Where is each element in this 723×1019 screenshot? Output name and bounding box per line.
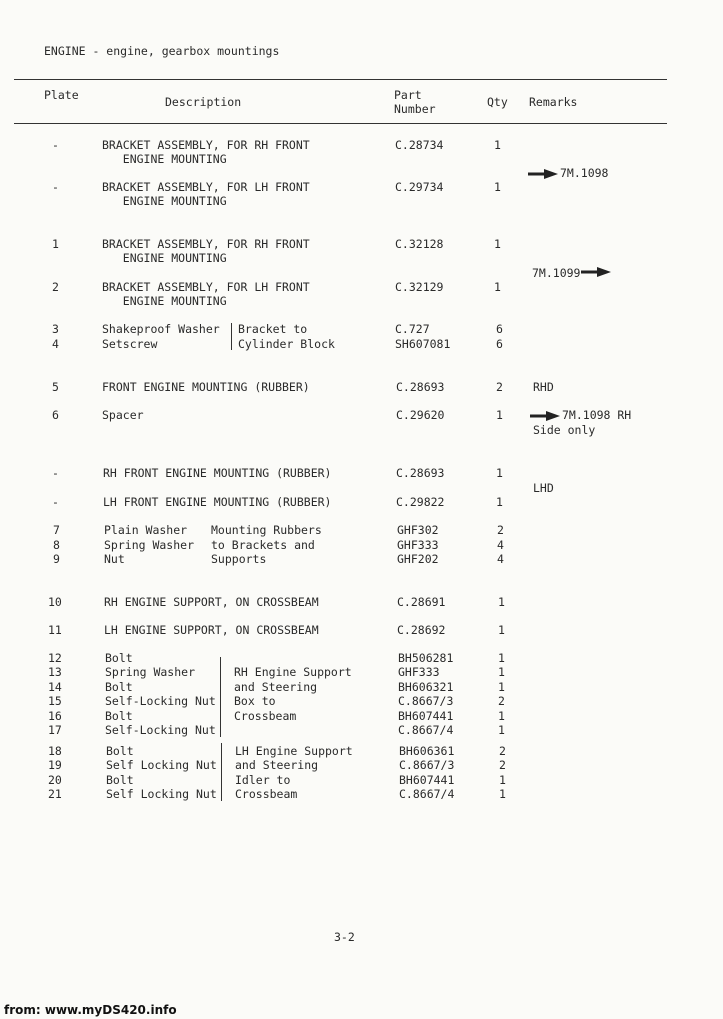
qty-cell: 1: [498, 665, 505, 679]
part-number-cell: BH606361: [399, 744, 455, 758]
header-plate: Plate: [44, 88, 79, 102]
plate-cell: -: [52, 495, 59, 509]
qty-cell: 2: [499, 758, 506, 772]
description-cell: BRACKET ASSEMBLY, FOR LH FRONT: [102, 280, 310, 294]
header-number: Number: [394, 102, 436, 116]
part-number-cell: GHF202: [397, 552, 439, 566]
group-note: Box to: [234, 694, 276, 708]
description-cell: Self Locking Nut: [106, 787, 217, 801]
description-cell-line2: ENGINE MOUNTING: [102, 194, 227, 208]
qty-cell: 1: [498, 709, 505, 723]
description-cell: Shakeproof Washer: [102, 322, 220, 336]
plate-cell: 7: [53, 523, 60, 537]
qty-cell: 2: [498, 694, 505, 708]
group-bracket: [220, 657, 221, 737]
header-part: Part: [394, 88, 422, 102]
part-number-cell: BH607441: [399, 773, 455, 787]
header-remarks: Remarks: [529, 95, 578, 109]
part-number-cell: C.8667/3: [398, 694, 454, 708]
group-note: Crossbeam: [234, 709, 297, 723]
group-note: Crossbeam: [235, 787, 298, 801]
group-note: LH Engine Support: [235, 744, 353, 758]
group-note: and Steering: [234, 680, 318, 694]
group-note: to Brackets and: [211, 538, 315, 552]
header-top-rule: [14, 79, 667, 80]
qty-cell: 1: [498, 595, 505, 609]
qty-cell: 1: [499, 773, 506, 787]
group-bracket: [221, 743, 222, 801]
part-number-cell: C.28734: [395, 138, 444, 152]
group-bracket: [231, 323, 232, 350]
plate-cell: 2: [52, 280, 59, 294]
part-number-cell: GHF333: [398, 665, 440, 679]
remark-text: 7M.1099: [532, 266, 581, 280]
right-arrow-icon: [581, 267, 611, 277]
plate-cell: 12: [48, 651, 62, 665]
description-cell-line2: ENGINE MOUNTING: [102, 294, 227, 308]
qty-cell: 1: [499, 787, 506, 801]
plate-cell: -: [52, 466, 59, 480]
description-cell: Bolt: [106, 744, 134, 758]
plate-cell: 11: [48, 623, 62, 637]
plate-cell: 16: [48, 709, 62, 723]
group-note: and Steering: [235, 758, 319, 772]
part-number-cell: C.32128: [395, 237, 444, 251]
part-number-cell: C.28691: [397, 595, 446, 609]
description-cell: Bolt: [105, 709, 133, 723]
plate-cell: 5: [52, 380, 59, 394]
qty-cell: 2: [496, 380, 503, 394]
plate-cell: -: [52, 180, 59, 194]
plate-cell: 20: [48, 773, 62, 787]
description-cell: Bolt: [105, 651, 133, 665]
qty-cell: 2: [497, 523, 504, 537]
right-arrow-icon: [530, 411, 560, 421]
part-number-cell: C.29822: [396, 495, 445, 509]
plate-cell: 13: [48, 665, 62, 679]
plate-cell: -: [52, 138, 59, 152]
remark-text: 7M.1098 RH: [562, 408, 632, 422]
part-number-cell: C.28693: [396, 466, 445, 480]
plate-cell: 14: [48, 680, 62, 694]
plate-cell: 8: [53, 538, 60, 552]
plate-cell: 9: [53, 552, 60, 566]
qty-cell: 1: [498, 651, 505, 665]
qty-cell: 4: [497, 538, 504, 552]
right-arrow-icon: [528, 169, 558, 179]
description-cell-line2: ENGINE MOUNTING: [102, 251, 227, 265]
description-cell: Bolt: [105, 680, 133, 694]
qty-cell: 6: [496, 337, 503, 351]
part-number-cell: BH506281: [398, 651, 454, 665]
plate-cell: 21: [48, 787, 62, 801]
source-footer: from: www.myDS420.info: [4, 1003, 177, 1017]
group-note: Cylinder Block: [238, 337, 335, 351]
plate-cell: 1: [52, 237, 59, 251]
qty-cell: 1: [496, 408, 503, 422]
qty-cell: 4: [497, 552, 504, 566]
group-note: RH Engine Support: [234, 665, 352, 679]
description-cell: RH FRONT ENGINE MOUNTING (RUBBER): [103, 466, 332, 480]
qty-cell: 2: [499, 744, 506, 758]
group-note: Idler to: [235, 773, 291, 787]
description-cell: Self-Locking Nut: [105, 723, 216, 737]
description-cell: BRACKET ASSEMBLY, FOR LH FRONT: [102, 180, 310, 194]
qty-cell: 1: [498, 723, 505, 737]
header-bottom-rule: [14, 123, 667, 124]
plate-cell: 17: [48, 723, 62, 737]
description-cell: RH ENGINE SUPPORT, ON CROSSBEAM: [104, 595, 319, 609]
description-cell: Spring Washer: [104, 538, 195, 552]
description-cell: LH FRONT ENGINE MOUNTING (RUBBER): [103, 495, 332, 509]
description-cell: Spacer: [102, 408, 144, 422]
qty-cell: 1: [494, 180, 501, 194]
description-cell: FRONT ENGINE MOUNTING (RUBBER): [102, 380, 310, 394]
group-note: Mounting Rubbers: [211, 523, 322, 537]
remark-text: 7M.1098: [560, 166, 609, 180]
group-note: Bracket to: [238, 322, 308, 336]
part-number-cell: C.727: [395, 322, 430, 336]
qty-cell: 1: [498, 680, 505, 694]
qty-cell: 1: [498, 623, 505, 637]
description-cell: LH ENGINE SUPPORT, ON CROSSBEAM: [104, 623, 319, 637]
plate-cell: 6: [52, 408, 59, 422]
page-number: 3-2: [334, 930, 355, 944]
part-number-cell: C.29620: [396, 408, 445, 422]
qty-cell: 1: [496, 466, 503, 480]
part-number-cell: GHF333: [397, 538, 439, 552]
description-cell: Setscrew: [102, 337, 158, 351]
part-number-cell: C.28692: [397, 623, 446, 637]
part-number-cell: C.29734: [395, 180, 444, 194]
group-note: Supports: [211, 552, 267, 566]
plate-cell: 3: [52, 322, 59, 336]
part-number-cell: GHF302: [397, 523, 439, 537]
part-number-cell: C.32129: [395, 280, 444, 294]
part-number-cell: C.8667/4: [398, 723, 454, 737]
remark-text: RHD: [533, 380, 554, 394]
plate-cell: 10: [48, 595, 62, 609]
qty-cell: 1: [494, 280, 501, 294]
description-cell: Plain Washer: [104, 523, 188, 537]
header-qty: Qty: [487, 95, 508, 109]
part-number-cell: BH607441: [398, 709, 454, 723]
qty-cell: 6: [496, 322, 503, 336]
plate-cell: 18: [48, 744, 62, 758]
description-cell: Self-Locking Nut: [105, 694, 216, 708]
part-number-cell: SH607081: [395, 337, 451, 351]
description-cell-line2: ENGINE MOUNTING: [102, 152, 227, 166]
qty-cell: 1: [494, 138, 501, 152]
qty-cell: 1: [496, 495, 503, 509]
description-cell: BRACKET ASSEMBLY, FOR RH FRONT: [102, 138, 310, 152]
part-number-cell: C.28693: [396, 380, 445, 394]
plate-cell: 19: [48, 758, 62, 772]
plate-cell: 15: [48, 694, 62, 708]
part-number-cell: C.8667/3: [399, 758, 455, 772]
description-cell: BRACKET ASSEMBLY, FOR RH FRONT: [102, 237, 310, 251]
page-title: ENGINE - engine, gearbox mountings: [44, 44, 280, 58]
part-number-cell: C.8667/4: [399, 787, 455, 801]
plate-cell: 4: [52, 337, 59, 351]
remark-text: LHD: [533, 481, 554, 495]
description-cell: Spring Washer: [105, 665, 196, 679]
description-cell: Bolt: [106, 773, 134, 787]
qty-cell: 1: [494, 237, 501, 251]
remark-text: Side only: [533, 423, 596, 437]
description-cell: Nut: [104, 552, 125, 566]
part-number-cell: BH606321: [398, 680, 454, 694]
description-cell: Self Locking Nut: [106, 758, 217, 772]
header-description: Description: [165, 95, 242, 109]
